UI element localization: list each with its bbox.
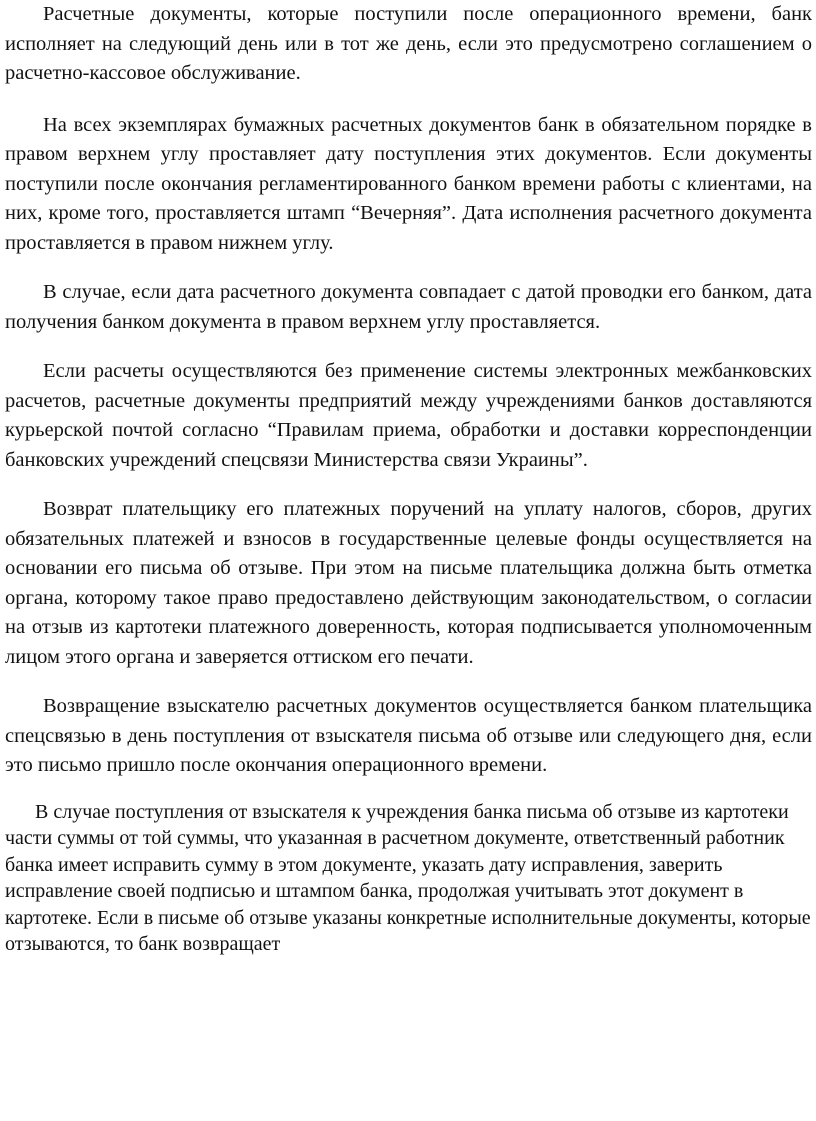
paragraph-5: Возврат плательщику его платежных поручений на уплату налогов, сборов, других обязательных платежей и взносов в государственные целевые фонды осуществляется на основании его письма об отзыве. При этом на письме плательщика должна быть отметка органа, которому такое право предоставлено действующим законодательством, о согласии на отзыв из картотеки платежного доверенность, которая подписывается уполномоченным лицом этого органа и заверяется оттиском его печати.	[5, 498, 812, 668]
paragraph-6: Возвращение взыскателю расчетных документов осуществляется банком плательщика спецсвязью в день поступления от взыскателя письма об отзыве или следующего дня, если это письмо пришло после окончания операционного времени.	[5, 695, 812, 776]
paragraph-2: На всех экземплярах бумажных расчетных документов банк в обязательном порядке в правом верхнем углу проставляет дату поступления этих документов. Если документы поступили после окончания регламентированного банком времени работы с клиентами, на них, кроме того, проставляется штамп “Вечерняя”. Дата исполнения расчетного документа проставляется в правом нижнем углу.	[5, 113, 812, 254]
paragraph-3: В случае, если дата расчетного документа совпадает с датой проводки его банком, дата получения банком документа в правом верхнем углу проставляется.	[5, 281, 812, 333]
paragraph-4: Если расчеты осуществляются без применение системы электронных межбанковских расчетов, расчетные документы предприятий между учреждениями банков доставляются курьерской почтой согласно “Правилам приема, обработки и доставки корреспонденции банковских учреждений спецсвязи Министерства связи Украины”.	[5, 360, 812, 471]
paragraph-7: В случае поступления от взыскателя к учреждения банка письма об отзыве из картотеки части суммы от той суммы, что указанная в расчетном документе, ответственный работник банка имеет исправить сумму в этом документе, указать дату исправления, заверить исправление своей подписью и штампом банка, продолжая учитывать этот документ в картотеке. Если в письме об отзыве указаны конкретные исполнительные документы, которые отзываются, то банк возвращает	[5, 800, 811, 955]
paragraph-1: Расчетные документы, которые поступили после операционного времени, банк исполняет на следующий день или в тот же день, если это предусмотрено соглашением о расчетно-кассовое обслуживание.	[5, 3, 812, 84]
